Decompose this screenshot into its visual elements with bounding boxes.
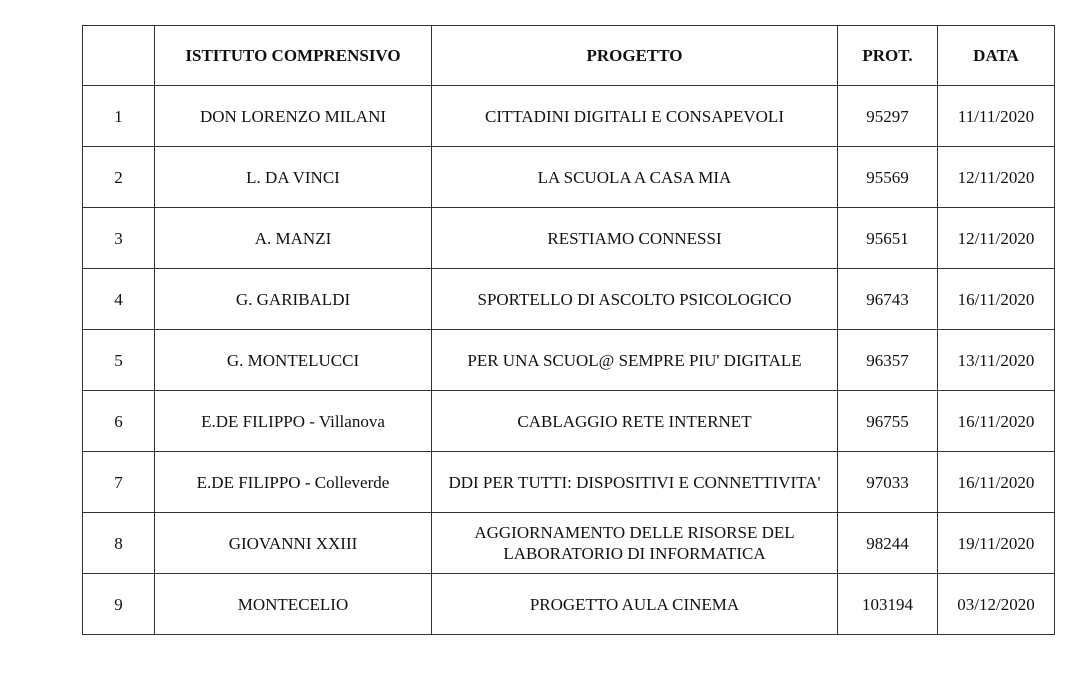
row-number: 6: [83, 391, 155, 452]
row-data: 12/11/2020: [938, 147, 1055, 208]
row-progetto: PROGETTO AULA CINEMA: [432, 574, 838, 635]
row-prot: 96357: [838, 330, 938, 391]
row-prot: 96743: [838, 269, 938, 330]
table-row: [83, 574, 1055, 635]
row-progetto: CITTADINI DIGITALI E CONSAPEVOLI: [432, 86, 838, 147]
row-progetto: SPORTELLO DI ASCOLTO PSICOLOGICO: [432, 269, 838, 330]
row-istituto: G. GARIBALDI: [155, 269, 432, 330]
row-istituto: DON LORENZO MILANI: [155, 86, 432, 147]
header-number: [83, 26, 155, 86]
row-istituto: G. MONTELUCCI: [155, 330, 432, 391]
row-prot: 95297: [838, 86, 938, 147]
row-progetto: DDI PER TUTTI: DISPOSITIVI E CONNETTIVITA': [432, 452, 838, 513]
row-prot: 95569: [838, 147, 938, 208]
row-number: 4: [83, 269, 155, 330]
header-istituto: ISTITUTO COMPRENSIVO: [155, 26, 432, 86]
row-istituto: GIOVANNI XXIII: [155, 513, 432, 574]
row-number: 5: [83, 330, 155, 391]
projects-table: [82, 25, 1055, 635]
row-prot: 98244: [838, 513, 938, 574]
row-number: 2: [83, 147, 155, 208]
row-number: 1: [83, 86, 155, 147]
row-data: 16/11/2020: [938, 391, 1055, 452]
row-data: 11/11/2020: [938, 86, 1055, 147]
row-prot: 96755: [838, 391, 938, 452]
header-progetto: PROGETTO: [432, 26, 838, 86]
table-row: [83, 147, 1055, 208]
row-prot: 103194: [838, 574, 938, 635]
row-progetto: AGGIORNAMENTO DELLE RISORSE DEL LABORATORIO DI INFORMATICA: [432, 513, 838, 574]
clipped-heading-strip: [0, 0, 1080, 6]
row-number: 9: [83, 574, 155, 635]
table-row: [83, 330, 1055, 391]
table-header-row: [83, 26, 1055, 86]
row-data: 12/11/2020: [938, 208, 1055, 269]
row-progetto: CABLAGGIO RETE INTERNET: [432, 391, 838, 452]
row-istituto: A. MANZI: [155, 208, 432, 269]
table-row: [83, 513, 1055, 574]
row-number: 8: [83, 513, 155, 574]
row-progetto: RESTIAMO CONNESSI: [432, 208, 838, 269]
table-row: [83, 208, 1055, 269]
row-data: 16/11/2020: [938, 452, 1055, 513]
row-data: 19/11/2020: [938, 513, 1055, 574]
header-prot: PROT.: [838, 26, 938, 86]
row-data: 03/12/2020: [938, 574, 1055, 635]
row-istituto: E.DE FILIPPO - Villanova: [155, 391, 432, 452]
row-istituto: L. DA VINCI: [155, 147, 432, 208]
row-number: 3: [83, 208, 155, 269]
row-istituto: E.DE FILIPPO - Colleverde: [155, 452, 432, 513]
row-data: 16/11/2020: [938, 269, 1055, 330]
table-row: [83, 86, 1055, 147]
row-prot: 97033: [838, 452, 938, 513]
row-number: 7: [83, 452, 155, 513]
row-progetto: PER UNA SCUOL@ SEMPRE PIU' DIGITALE: [432, 330, 838, 391]
row-istituto: MONTECELIO: [155, 574, 432, 635]
table-row: [83, 269, 1055, 330]
row-prot: 95651: [838, 208, 938, 269]
table-row: [83, 452, 1055, 513]
header-data: DATA: [938, 26, 1055, 86]
row-data: 13/11/2020: [938, 330, 1055, 391]
row-progetto: LA SCUOLA A CASA MIA: [432, 147, 838, 208]
table-row: [83, 391, 1055, 452]
